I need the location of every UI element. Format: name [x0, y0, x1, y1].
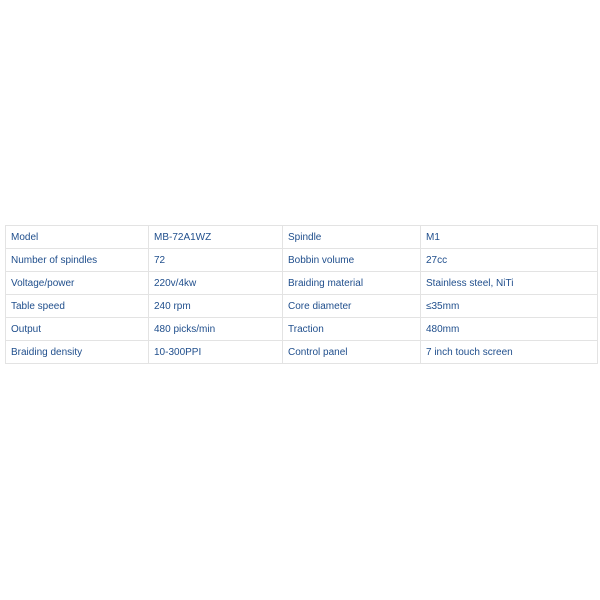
table-row	[6, 226, 598, 249]
spec-label-core-diameter: Core diameter	[283, 295, 421, 318]
spec-label-spindle: Spindle	[283, 226, 421, 249]
spec-value-bobbin-volume: 27cc	[421, 249, 598, 272]
spec-value-output: 480 picks/min	[149, 318, 283, 341]
spec-value-voltage-power: 220v/4kw	[149, 272, 283, 295]
spec-value-number-of-spindles: 72	[149, 249, 283, 272]
spec-label-traction: Traction	[283, 318, 421, 341]
spec-label-braiding-material: Braiding material	[283, 272, 421, 295]
table-row	[6, 249, 598, 272]
spec-value-spindle: M1	[421, 226, 598, 249]
table-row	[6, 295, 598, 318]
spec-value-core-diameter: ≤35mm	[421, 295, 598, 318]
spec-value-control-panel: 7 inch touch screen	[421, 341, 598, 364]
spec-value-traction: 480mm	[421, 318, 598, 341]
spec-label-output: Output	[6, 318, 149, 341]
specification-table	[5, 225, 598, 364]
spec-label-control-panel: Control panel	[283, 341, 421, 364]
table-row	[6, 318, 598, 341]
spec-label-voltage-power: Voltage/power	[6, 272, 149, 295]
table-row	[6, 341, 598, 364]
spec-label-number-of-spindles: Number of spindles	[6, 249, 149, 272]
spec-value-braiding-density: 10-300PPI	[149, 341, 283, 364]
spec-value-table-speed: 240 rpm	[149, 295, 283, 318]
spec-label-bobbin-volume: Bobbin volume	[283, 249, 421, 272]
spec-label-model: Model	[6, 226, 149, 249]
spec-label-table-speed: Table speed	[6, 295, 149, 318]
table-row	[6, 272, 598, 295]
spec-value-braiding-material: Stainless steel, NiTi	[421, 272, 598, 295]
spec-label-braiding-density: Braiding density	[6, 341, 149, 364]
spec-value-model: MB-72A1WZ	[149, 226, 283, 249]
